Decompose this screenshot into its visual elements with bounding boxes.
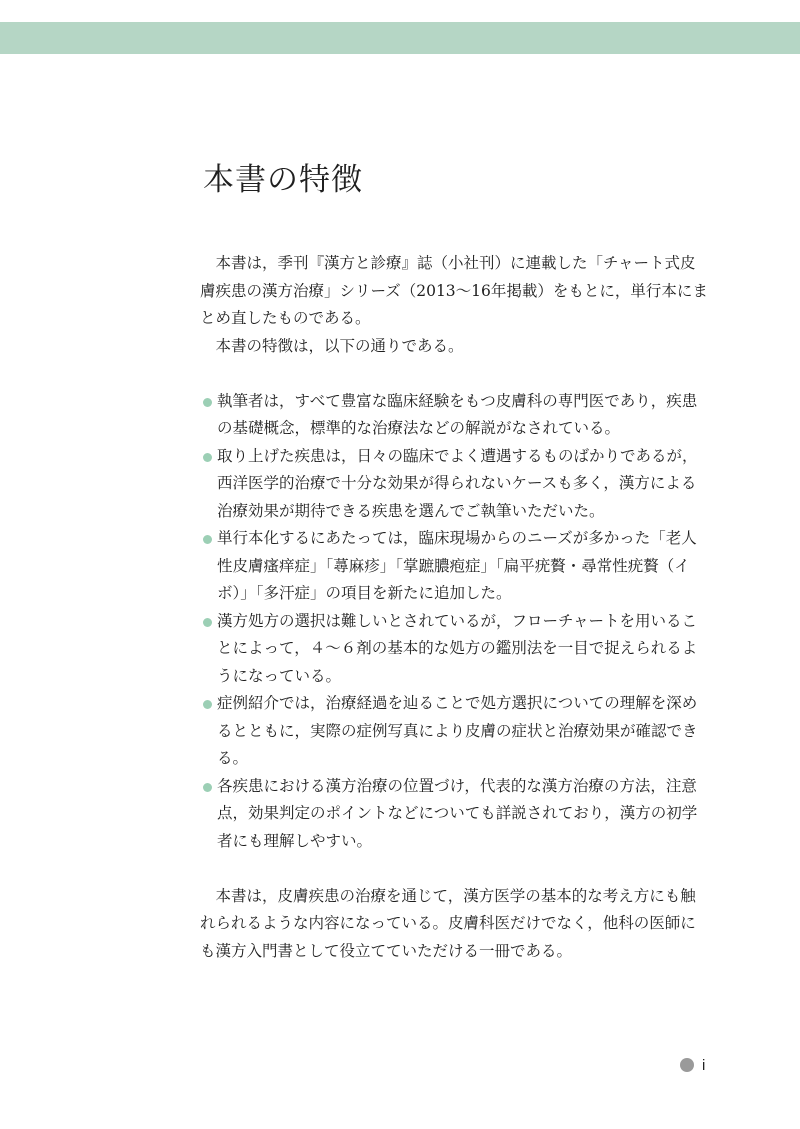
page-title: 本書の特徴	[203, 162, 363, 198]
feature-text: 各疾患における漢方治療の位置づけ，代表的な漢方治療の方法，注意点，効果判定のポイントなどについても詳説されており，漢方の初学者にも理解しやすい。	[217, 776, 698, 850]
spacer	[200, 855, 710, 883]
feature-item	[200, 525, 710, 608]
feature-list	[200, 388, 710, 856]
body-text	[200, 250, 710, 965]
feature-text: 症例紹介では，治療経過を辿ることで処方選択についての理解を深めるとともに，実際の症例写真により皮膚の症状と治療効果が確認できる。	[217, 694, 698, 767]
spacer	[200, 360, 710, 388]
bullet-dot-icon	[203, 398, 212, 407]
feature-item	[200, 388, 710, 443]
page-dot-icon	[680, 1058, 694, 1072]
bullet-dot-icon	[203, 618, 212, 627]
bullet-dot-icon	[203, 535, 212, 544]
bullet-dot-icon	[203, 453, 212, 462]
header-band	[0, 22, 800, 54]
feature-text: 単行本化するにあたっては，臨床現場からのニーズが多かった「老人性皮膚瘙痒症」「蕁麻疹」「掌蹠膿疱症」「扁平疣贅・尋常性疣贅（イボ）」「多汗症」の項目を新たに追加した。	[217, 529, 697, 602]
page-number	[680, 1055, 705, 1075]
intro-paragraph: 本書は，季刊『漢方と診療』誌（小社刊）に連載した「チャート式皮膚疾患の漢方治療」シリーズ（2013〜16年掲載）をもとに，単行本にまとめ直したものである。	[200, 254, 708, 327]
feature-text: 漢方処方の選択は難しいとされているが，フローチャートを用いることによって，４〜６剤の基本的な処方の鑑別法を一目で捉えられるようになっている。	[217, 611, 698, 685]
feature-item	[200, 690, 710, 773]
feature-item	[200, 773, 710, 856]
closing-paragraph: 本書は，皮膚疾患の治療を通じて，漢方医学の基本的な考え方にも触れられるような内容になっている。皮膚科医だけでなく，他科の医師にも漢方入門書として役立てていただける一冊である。	[200, 886, 696, 960]
feature-item	[200, 608, 710, 691]
feature-text: 取り上げた疾患は，日々の臨床でよく遭遇するものばかりであるが，西洋医学的治療で十分な効果が得られないケースも多く，漢方による治療効果が期待できる疾患を選んでご執筆いただいた。	[217, 446, 698, 520]
feature-text: 執筆者は，すべて豊富な臨床経験をもつ皮膚科の専門医であり，疾患の基礎概念，標準的な治療法などの解説がなされている。	[217, 391, 698, 437]
bullet-dot-icon	[203, 783, 212, 792]
bullet-dot-icon	[203, 700, 212, 709]
page-number-label: i	[702, 1056, 706, 1074]
feature-item	[200, 443, 710, 526]
intro-paragraph: 本書の特徴は，以下の通りである。	[215, 336, 464, 355]
